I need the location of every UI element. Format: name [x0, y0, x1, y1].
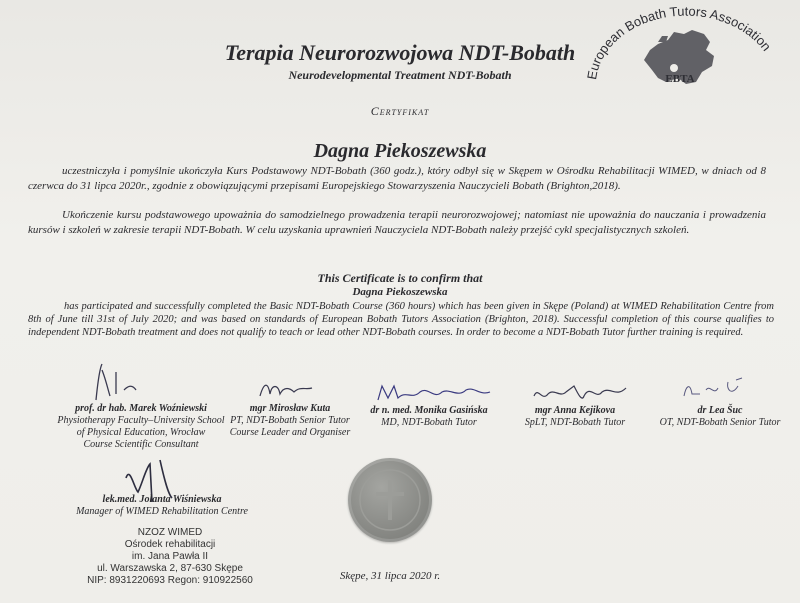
signature-scribble [680, 376, 750, 402]
signatory-kejikova [510, 405, 640, 429]
stamp-line: NZOZ WIMED [137, 527, 203, 538]
signatory-role: Course Scientific Consultant [83, 439, 199, 450]
signatory-suc [650, 405, 790, 429]
signatory-role: Physiotherapy Faculty–University School [57, 415, 225, 426]
stamp-line: NIP: 8931220693 Regon: 910922560 [87, 575, 253, 586]
signatory-role: OT, NDT-Bobath Senior Tutor [659, 417, 781, 428]
signatory-wisniewska [62, 494, 262, 518]
recipient-name-english: Dagna Piekoszewska [352, 286, 448, 298]
signatory-name: dr Lea Šuc [697, 405, 743, 416]
recipient-name-polish: Dagna Piekoszewska [313, 140, 487, 162]
logo-arc-text: European Bobath Tutors Association [584, 3, 775, 81]
signatory-role: of Physical Education, Wrocław [76, 427, 206, 438]
signatory-gasinska [364, 405, 494, 429]
stamp-line: Ośrodek rehabilitacji [124, 539, 216, 550]
logo-abbr: EBTA [665, 73, 695, 85]
signatory-role: Manager of WIMED Rehabilitation Centre [76, 506, 248, 517]
polish-paragraph-2: Ukończenie kursu podstawowego upoważnia do samodzielnego prowadzenia terapii neurorozwojowej; natomiast nie upoważnia do nauczania i prowadzenia kursów i szkoleń w zakresie terapii NDT-Bobath. W celu uzyskania uprawnień Nauczyciela NDT-Bobath należy przejść cykl specjalistycznych szkoleń. [28, 209, 766, 236]
place-and-date: Skępe, 31 lipca 2020 r. [339, 570, 441, 582]
certificate-title: Terapia Neurorozwojowa NDT-Bobath [224, 40, 576, 65]
certificate-label: Certyfikat [370, 104, 430, 118]
signatory-role: MD, NDT-Bobath Tutor [381, 417, 477, 428]
signatory-name: prof. dr hab. Marek Woźniewski [75, 403, 207, 414]
signature-scribble [256, 376, 316, 402]
signatory-kuta [220, 403, 360, 439]
embossed-seal [348, 458, 432, 542]
signatory-name: mgr Mirosław Kuta [249, 403, 331, 414]
signatory-name: dr n. med. Monika Gasińska [370, 405, 488, 416]
stamp-line: im. Jana Pawła II [131, 551, 209, 562]
signatory-role: PT, NDT-Bobath Senior Tutor [230, 415, 350, 426]
signature-scribble [376, 382, 494, 406]
polish-paragraph-1: uczestniczyła i pomyślnie ukończyła Kurs Podstawowy NDT-Bobath (360 godz.), który odbył się w Skępem w Ośrodku Rehabilitacji WIMED, w dniach od 8 czerwca do 31 lipca 2020r., zgodnie z obowiązującymi przepisami Europejskiego Stowarzyszenia Nauczycieli Bobath (Brighton,2018). [28, 165, 766, 192]
english-heading: This Certificate is to confirm that [317, 271, 483, 285]
signatory-role: Course Leader and Organiser [229, 427, 351, 438]
signatory-name: mgr Anna Kejikova [534, 405, 616, 416]
english-paragraph: has participated and successfully completed the Basic NDT-Bobath Course (360 hours) which has been given in Skępe (Poland) at WIMED Rehabilitation Centre from 8th of June till 31st of July 2020; and was based on standards of European Bobath Tutors Association (Brighton, 2018). Successful completion of this course qualifies to independent NDT-Bobath treatment and does not qualify to teach or lead other NDT-Bobath courses. In order to become a NDT-Bobath Tutor further training is required. [28, 301, 774, 338]
signatory-wozniewski [46, 403, 236, 451]
stamp-line: ul. Warszawska 2, 87-630 Skępe [97, 563, 243, 574]
signatory-name: lek.med. Jolanta Wiśniewska [102, 494, 222, 505]
certificate-subtitle: Neurodevelopmental Treatment NDT-Bobath [288, 68, 512, 82]
signature-scribble [88, 360, 158, 402]
signatory-role: SpLT, NDT-Bobath Tutor [524, 417, 626, 428]
signature-scribble [530, 380, 630, 408]
seal-emblem-icon [348, 458, 432, 542]
